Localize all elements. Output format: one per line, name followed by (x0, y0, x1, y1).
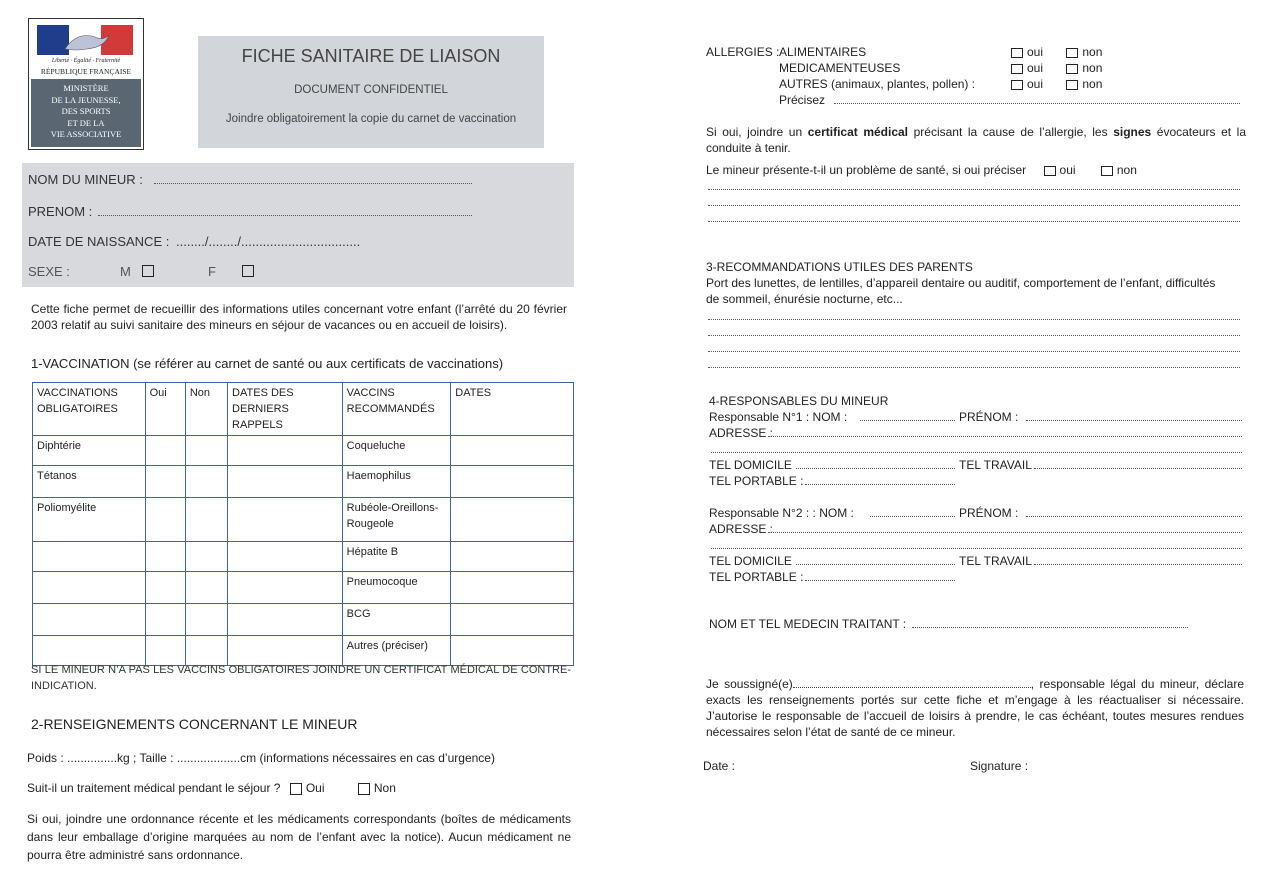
certificat-text: précisant la cause de l’allergie, les (908, 125, 1114, 139)
r1-adresse-line[interactable] (711, 452, 1242, 453)
marianne-emblem (37, 25, 133, 55)
date-rappel-cell[interactable] (228, 498, 343, 542)
date-rappel-cell[interactable] (228, 604, 343, 636)
oui-cell[interactable] (145, 498, 185, 542)
page-title: FICHE SANITAIRE DE LIAISON (241, 46, 501, 66)
r1-tel-portable-label: TEL PORTABLE : (709, 474, 804, 488)
r1-adresse-field[interactable] (768, 436, 1242, 437)
allergy-alimentaires-choice (1005, 44, 1102, 60)
alimentaires-non-checkbox[interactable] (1066, 48, 1078, 58)
col-header: VACCINATIONS OBLIGATOIRES (33, 383, 146, 436)
date-cell[interactable] (451, 498, 574, 542)
recommandations-line[interactable] (708, 335, 1240, 336)
vaccination-copy-note: Joindre obligatoirement la copie du carnet de vaccination (225, 113, 517, 125)
probleme-sante-row (706, 162, 1137, 178)
signes-bold: signes (1113, 125, 1152, 139)
oui-label: oui (1027, 77, 1044, 91)
recommande-cell: Autres (préciser) (342, 636, 451, 666)
recommande-cell: BCG (342, 604, 451, 636)
table-row (33, 572, 574, 604)
r1-tel-domicile-field[interactable] (796, 468, 955, 469)
medecin-field[interactable] (912, 627, 1188, 628)
sexe-f-label: F (208, 264, 216, 279)
r2-tel-travail-field[interactable] (1034, 564, 1242, 565)
r2-adresse-line[interactable] (711, 548, 1242, 549)
traitement-non-checkbox[interactable] (358, 783, 370, 795)
obligatoire-cell: Tétanos (33, 466, 146, 498)
recommande-cell: Haemophilus (342, 466, 451, 498)
confidential-label: DOCUMENT CONFIDENTIEL (294, 84, 448, 96)
col-header: Oui (145, 383, 185, 436)
probleme-line[interactable] (708, 205, 1240, 206)
date-rappel-cell[interactable] (228, 466, 343, 498)
r2-tel-portable-label: TEL PORTABLE : (709, 570, 804, 584)
responsables-title: 4-RESPONSABLES DU MINEUR (709, 394, 889, 408)
allergy-autres-choice (1005, 76, 1102, 92)
traitement-oui-checkbox[interactable] (290, 783, 302, 795)
table-row (33, 466, 574, 498)
obligatoire-cell (33, 572, 146, 604)
date-label: Date : (703, 759, 736, 773)
non-cell[interactable] (185, 542, 227, 572)
r1-adresse-label: ADRESSE : (709, 426, 774, 440)
allergy-medicamenteuses: MEDICAMENTEUSES (779, 61, 901, 75)
date-cell[interactable] (451, 604, 574, 636)
oui-label: oui (1059, 163, 1076, 177)
non-cell[interactable] (185, 436, 227, 466)
probleme-non-checkbox[interactable] (1101, 166, 1113, 176)
allergy-medicamenteuses-choice (1005, 60, 1102, 76)
traitement-row (27, 780, 396, 796)
date-cell[interactable] (451, 436, 574, 466)
recommandations-line[interactable] (708, 351, 1240, 352)
col-header: Non (185, 383, 227, 436)
ministry-line: MINISTÈRE (63, 83, 109, 93)
table-row (33, 604, 574, 636)
oui-label: oui (1027, 61, 1044, 75)
header-box (198, 36, 544, 148)
date-rappel-cell[interactable] (228, 636, 343, 666)
intro-paragraph: Cette fiche permet de recueillir des informations utiles concernant votre enfant (l’arrêté du 20 février 2003 relatif au suivi sanitaire des mineurs en séjour de vacances ou en accueil de loisirs). (31, 302, 567, 332)
date-rappel-cell[interactable] (228, 436, 343, 466)
non-cell[interactable] (185, 498, 227, 542)
recommandations-line[interactable] (708, 367, 1240, 368)
prenom-label: PRENOM : (28, 204, 93, 219)
probleme-oui-checkbox[interactable] (1044, 166, 1056, 176)
r2-adresse-label: ADRESSE : (709, 522, 774, 536)
obligatoire-cell (33, 542, 146, 572)
r1-nom-label: Responsable N°1 : NOM : (709, 410, 848, 424)
declaration-rest: , responsable légal du mineur, déclare exacts les renseignements portés sur cette fiche et m’engage à les réactualiser si nécessaire. J’autorise le responsable de l’accueil de loisirs à prendre, le cas échéant, toutes mesures rendues nécessaires selon l’état de santé de ce mineur. (706, 677, 1244, 739)
contre-indication-warning: SI LE MINEUR N’A PAS LES VACCINS OBLIGATOIRES JOINDRE UN CERTIFICAT MÉDICAL DE CONTRE-INDICATION. (31, 664, 571, 692)
recommandations-text: Port des lunettes, de lentilles, d’appareil dentaire ou auditif, comportement de l’enfant, difficultés de sommeil, énurésie nocturne, etc... (706, 276, 1216, 306)
non-label: non (1082, 77, 1103, 91)
sexe-m-label: M (120, 264, 131, 279)
date-rappel-cell[interactable] (228, 572, 343, 604)
date-cell[interactable] (451, 466, 574, 498)
certificat-text: évocateurs et la conduite à tenir. (706, 125, 1246, 155)
r2-adresse-field[interactable] (768, 532, 1242, 533)
sexe-m-checkbox[interactable] (142, 265, 154, 277)
r1-prenom-label: PRÉNOM : (959, 410, 1019, 424)
medicamenteuses-non-checkbox[interactable] (1066, 64, 1078, 74)
date-cell[interactable] (451, 572, 574, 604)
date-rappel-cell[interactable] (228, 542, 343, 572)
precisez-label: Précisez (779, 93, 826, 107)
allergy-autres: AUTRES (animaux, plantes, pollen) : (779, 77, 976, 91)
r1-nom-field[interactable] (860, 420, 955, 421)
recommande-cell: Pneumocoque (342, 572, 451, 604)
col-header: DATES DES DERNIERS RAPPELS (228, 383, 343, 436)
col-header: DATES (451, 383, 574, 436)
alimentaires-oui-checkbox[interactable] (1011, 48, 1023, 58)
certificat-text: Si oui, joindre un (706, 125, 808, 139)
oui-cell[interactable] (145, 542, 185, 572)
r2-prenom-field[interactable] (1026, 516, 1242, 517)
naissance-label: DATE DE NAISSANCE : (28, 234, 170, 249)
certificat-bold: certificat médical (807, 125, 909, 139)
r2-nom-field[interactable] (870, 516, 955, 517)
recommandations-title: 3-RECOMMANDATIONS UTILES DES PARENTS (706, 260, 973, 274)
traitement-non-label: Non (373, 781, 396, 795)
ministry-line: DES SPORTS (61, 106, 111, 116)
ordonnance-paragraph: Si oui, joindre une ordonnance récente et les médicaments correspondants (boîtes de médicaments dans leur emballage d’origine marquées au nom de l’enfant avec la notice). Aucun médicament ne pourra être administré sans ordonnance. (27, 812, 571, 862)
table-row (33, 498, 574, 542)
oui-cell[interactable] (145, 466, 185, 498)
ministry-line: DE LA JEUNESSE, (51, 94, 121, 105)
medicamenteuses-oui-checkbox[interactable] (1011, 64, 1023, 74)
prenom-field[interactable] (98, 215, 472, 216)
table-header-row (33, 383, 574, 436)
signature-label: Signature : (970, 759, 1029, 773)
naissance-field[interactable]: ......../......../................................. (176, 234, 361, 249)
declaration-start: Je soussigné(e) (706, 677, 793, 691)
non-cell[interactable] (185, 636, 227, 666)
r2-tel-travail-label: TEL TRAVAIL (959, 554, 1032, 568)
autres-oui-checkbox[interactable] (1011, 80, 1023, 90)
r1-prenom-field[interactable] (1026, 420, 1242, 421)
probleme-line[interactable] (708, 221, 1240, 222)
allergies-label: ALLERGIES : (706, 45, 780, 59)
recommandations-line[interactable] (708, 319, 1240, 320)
poids-taille-line[interactable]: Poids : ...............kg ; Taille : ...................cm (informations nécessaires en cas d’urgence) (27, 751, 495, 765)
non-cell[interactable] (185, 604, 227, 636)
precisez-field[interactable] (834, 103, 1240, 104)
vaccination-title: 1-VACCINATION (se référer au carnet de santé ou aux certificats de vaccinations) (31, 356, 504, 371)
logo-ministry-block (31, 79, 141, 147)
table-row (33, 436, 574, 466)
table-row (33, 542, 574, 572)
obligatoire-cell (33, 604, 146, 636)
probleme-line[interactable] (708, 189, 1240, 190)
sexe-f-checkbox[interactable] (242, 265, 254, 277)
date-cell[interactable] (451, 636, 574, 666)
ministry-line: VIE ASSOCIATIVE (50, 129, 122, 139)
nom-label: NOM DU MINEUR : (28, 172, 143, 187)
r2-tel-domicile-field[interactable] (796, 564, 955, 565)
r1-tel-domicile-label: TEL DOMICILE (709, 458, 792, 472)
renseignements-title: 2-RENSEIGNEMENTS CONCERNANT LE MINEUR (31, 716, 358, 732)
allergy-alimentaires: ALIMENTAIRES (779, 45, 867, 59)
soussigne-field[interactable] (793, 677, 1031, 688)
obligatoire-cell (33, 636, 146, 666)
sexe-label: SEXE : (28, 264, 70, 279)
r1-tel-travail-field[interactable] (1034, 468, 1242, 469)
non-label: non (1116, 163, 1137, 177)
oui-label: oui (1027, 45, 1044, 59)
r1-tel-portable-field[interactable] (805, 484, 955, 485)
r2-tel-portable-field[interactable] (805, 580, 955, 581)
obligatoire-cell: Diphtérie (33, 436, 146, 466)
probleme-question: Le mineur présente-t-il un problème de santé, si oui préciser (706, 163, 1027, 177)
logo-motto: Liberté · Égalité · Fraternité (51, 58, 121, 64)
table-row (33, 636, 574, 666)
recommande-cell: Rubéole-Oreillons-Rougeole (342, 498, 451, 542)
certificat-paragraph (706, 124, 1246, 156)
traitement-oui-label: Oui (305, 781, 325, 795)
logo-republic: RÉPUBLIQUE FRANÇAISE (40, 67, 132, 76)
oui-cell[interactable] (145, 436, 185, 466)
identity-box (22, 163, 574, 287)
obligatoire-cell: Poliomyélite (33, 498, 146, 542)
recommande-cell: Hépatite B (342, 542, 451, 572)
oui-cell[interactable] (145, 636, 185, 666)
r2-prenom-label: PRÉNOM : (959, 506, 1019, 520)
declaration-paragraph (706, 676, 1244, 740)
oui-cell[interactable] (145, 572, 185, 604)
medecin-label: NOM ET TEL MEDECIN TRAITANT : (709, 617, 907, 631)
traitement-question: Suit-il un traitement médical pendant le séjour ? (27, 781, 281, 795)
ministry-logo (28, 18, 144, 150)
non-cell[interactable] (185, 466, 227, 498)
non-label: non (1082, 61, 1103, 75)
non-cell[interactable] (185, 572, 227, 604)
vaccination-table (32, 382, 574, 666)
nom-field[interactable] (154, 183, 472, 184)
r1-tel-travail-label: TEL TRAVAIL (959, 458, 1032, 472)
non-label: non (1082, 45, 1103, 59)
ministry-line: ET DE LA (67, 117, 105, 128)
col-header: VACCINS RECOMMANDÉS (342, 383, 451, 436)
r2-nom-label: Responsable N°2 : : NOM : (709, 506, 854, 520)
r2-tel-domicile-label: TEL DOMICILE (709, 554, 792, 568)
oui-cell[interactable] (145, 604, 185, 636)
autres-non-checkbox[interactable] (1066, 80, 1078, 90)
date-cell[interactable] (451, 542, 574, 572)
recommande-cell: Coqueluche (342, 436, 451, 466)
